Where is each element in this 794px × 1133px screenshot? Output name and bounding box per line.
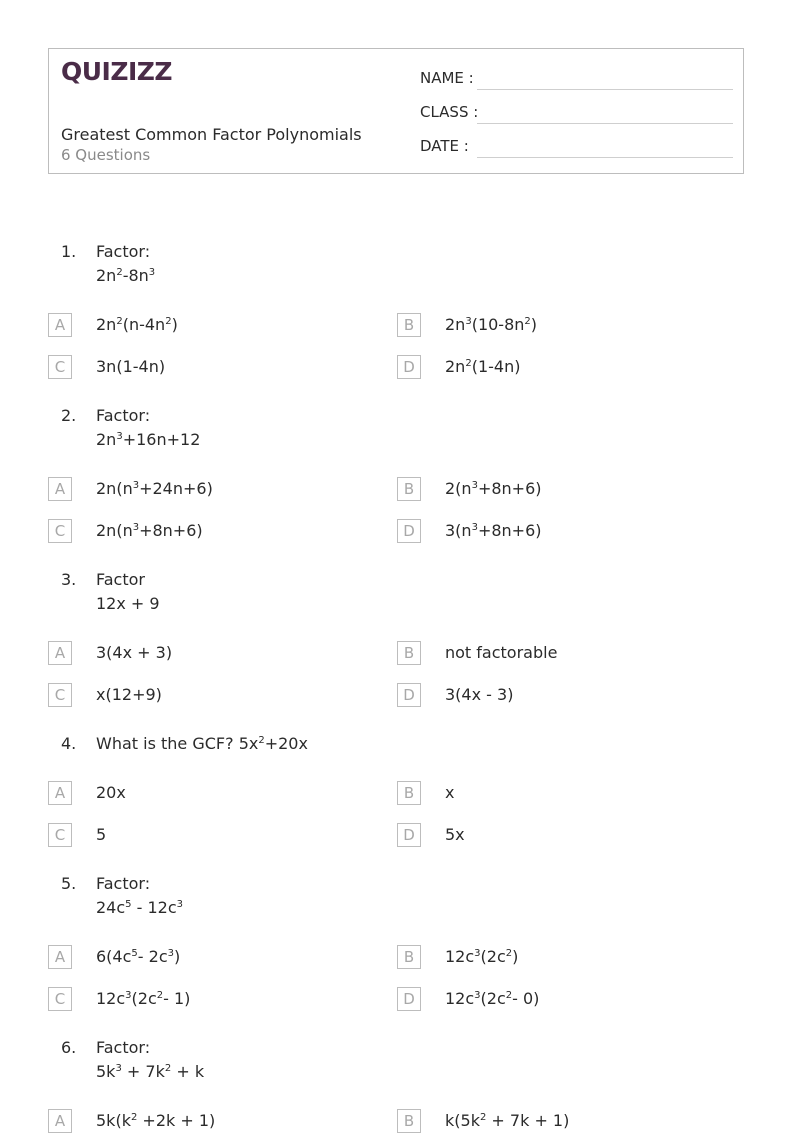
superscript: 2 <box>479 1112 487 1123</box>
text-run: not factorable <box>445 643 558 662</box>
superscript: 3 <box>167 948 174 959</box>
superscript: 2 <box>524 316 531 327</box>
text-run: (n-4n <box>122 315 166 334</box>
superscript: 3 <box>116 431 123 442</box>
option-c-box[interactable]: C <box>48 519 72 543</box>
text-run: (2c <box>480 989 506 1008</box>
text-run: 2n <box>96 315 117 334</box>
question-text <box>96 568 160 616</box>
text-run: +8n+6) <box>139 521 203 540</box>
text-run: + 7k + 1) <box>486 1111 570 1130</box>
text-run: 5k <box>96 1062 116 1081</box>
question-line <box>96 872 183 896</box>
question-line <box>96 240 155 264</box>
superscript: 3 <box>125 990 132 1001</box>
text-run: - 1) <box>163 989 191 1008</box>
text-run: - 0) <box>512 989 540 1008</box>
option-c-box[interactable]: C <box>48 355 72 379</box>
superscript: 2 <box>505 948 513 959</box>
text-run: 2n(n <box>96 521 133 540</box>
name-line <box>477 89 733 90</box>
superscript: 2 <box>116 316 123 327</box>
option-c-text <box>96 685 162 704</box>
text-run: Factor <box>96 570 145 589</box>
text-run: Factor: <box>96 406 151 425</box>
option-a-box[interactable]: A <box>48 1109 72 1133</box>
date-line <box>477 157 733 158</box>
quizizz-logo: QUIZIZZ <box>61 57 173 86</box>
text-run: 5 <box>96 825 107 844</box>
superscript: 3 <box>474 948 481 959</box>
text-run: (2c <box>131 989 157 1008</box>
option-b-box[interactable]: B <box>397 641 421 665</box>
text-run: 2n <box>96 430 117 449</box>
question-line <box>96 1036 204 1060</box>
superscript: 2 <box>164 1063 172 1074</box>
name-label: NAME : <box>420 69 474 87</box>
option-a-box[interactable]: A <box>48 945 72 969</box>
superscript: 5 <box>131 948 138 959</box>
option-b-text <box>445 643 557 662</box>
question-number: 4. <box>61 734 77 753</box>
option-c-box[interactable]: C <box>48 987 72 1011</box>
text-run: What is the GCF? 5x <box>96 734 259 753</box>
question-line <box>96 592 160 616</box>
text-run: 20x <box>96 783 126 802</box>
superscript: 2 <box>130 1112 138 1123</box>
option-b-text <box>445 1111 569 1130</box>
option-a-text <box>96 1111 215 1130</box>
option-a-text <box>96 479 213 498</box>
text-run: (10-8n <box>471 315 525 334</box>
question-number: 2. <box>61 406 77 425</box>
question-number: 6. <box>61 1038 77 1057</box>
question-text <box>96 872 183 920</box>
option-c-text <box>96 357 165 376</box>
text-run: 12c <box>445 947 475 966</box>
option-a-box[interactable]: A <box>48 313 72 337</box>
worksheet-header <box>48 48 744 174</box>
option-c-text <box>96 989 190 1008</box>
text-run: -8n <box>122 266 149 285</box>
superscript: 3 <box>465 316 472 327</box>
option-d-text <box>445 357 520 376</box>
option-c-text <box>96 521 203 540</box>
question-text <box>96 1036 204 1084</box>
option-d-text <box>445 521 542 540</box>
question-line <box>96 404 200 428</box>
superscript: 2 <box>465 358 472 369</box>
option-a-box[interactable]: A <box>48 477 72 501</box>
text-run: 3n(1-4n) <box>96 357 166 376</box>
option-c-box[interactable]: C <box>48 823 72 847</box>
question-line <box>96 896 183 920</box>
option-c-box[interactable]: C <box>48 683 72 707</box>
text-run: x <box>445 783 455 802</box>
text-run: + k <box>171 1062 205 1081</box>
question-line <box>96 1060 204 1084</box>
option-b-box[interactable]: B <box>397 1109 421 1133</box>
text-run: +8n+6) <box>477 521 542 540</box>
option-b-box[interactable]: B <box>397 781 421 805</box>
superscript: 2 <box>156 990 164 1001</box>
option-a-box[interactable]: A <box>48 781 72 805</box>
question-line <box>96 732 308 756</box>
superscript: 3 <box>471 522 478 533</box>
text-run: 5k(k <box>96 1111 131 1130</box>
superscript: 3 <box>471 480 478 491</box>
text-run: - 2c <box>137 947 168 966</box>
text-run: 2(n <box>445 479 472 498</box>
option-d-text <box>445 825 465 844</box>
text-run: + 7k <box>121 1062 165 1081</box>
superscript: 2 <box>165 316 172 327</box>
class-line <box>477 123 733 124</box>
text-run: 3(4x + 3) <box>96 643 173 662</box>
text-run: 6(4c <box>96 947 132 966</box>
text-run: Factor: <box>96 1038 151 1057</box>
superscript: 2 <box>116 267 123 278</box>
text-run: ) <box>512 947 519 966</box>
superscript: 3 <box>132 480 140 491</box>
question-line <box>96 428 200 452</box>
option-d-box[interactable]: D <box>397 519 421 543</box>
text-run: 3(n <box>445 521 472 540</box>
option-b-text <box>445 783 454 802</box>
question-text <box>96 732 308 756</box>
question-text <box>96 240 155 288</box>
text-run: ) <box>530 315 538 334</box>
option-a-text <box>96 643 172 662</box>
option-b-box[interactable]: B <box>397 477 421 501</box>
text-run: (1-4n) <box>471 357 521 376</box>
text-run: 12c <box>445 989 475 1008</box>
text-run: ) <box>171 315 178 334</box>
text-run: - 12c <box>131 898 177 917</box>
option-b-box[interactable]: B <box>397 313 421 337</box>
text-run: 12x + 9 <box>96 594 160 613</box>
question-count: 6 Questions <box>61 146 151 164</box>
class-label: CLASS : <box>420 103 479 121</box>
option-b-text <box>445 947 518 966</box>
option-a-text <box>96 783 126 802</box>
superscript: 3 <box>148 267 156 278</box>
option-d-box[interactable]: D <box>397 823 421 847</box>
option-b-box[interactable]: B <box>397 945 421 969</box>
option-d-text <box>445 685 513 704</box>
option-d-box[interactable]: D <box>397 355 421 379</box>
text-run: 2n <box>96 266 117 285</box>
text-run: 5x <box>445 825 465 844</box>
option-d-box[interactable]: D <box>397 683 421 707</box>
text-run: k(5k <box>445 1111 480 1130</box>
text-run: Factor: <box>96 242 151 261</box>
option-d-text <box>445 989 539 1008</box>
text-run: 2n(n <box>96 479 133 498</box>
question-line <box>96 568 160 592</box>
text-run: +2k + 1) <box>137 1111 216 1130</box>
text-run: ) <box>174 947 181 966</box>
text-run: +20x <box>264 734 308 753</box>
superscript: 3 <box>176 899 184 910</box>
option-c-text <box>96 825 106 844</box>
text-run: +24n+6) <box>139 479 213 498</box>
text-run: 12c <box>96 989 126 1008</box>
text-run: +16n+12 <box>122 430 201 449</box>
worksheet-title: Greatest Common Factor Polynomials <box>61 125 362 144</box>
text-run: 2n <box>445 357 466 376</box>
text-run: 24c <box>96 898 126 917</box>
question-number: 3. <box>61 570 77 589</box>
question-text <box>96 404 200 452</box>
text-run: 2n <box>445 315 466 334</box>
superscript: 5 <box>125 899 132 910</box>
text-run: 3(4x - 3) <box>445 685 514 704</box>
option-b-text <box>445 479 542 498</box>
text-run: +8n+6) <box>477 479 542 498</box>
text-run: Factor: <box>96 874 151 893</box>
superscript: 3 <box>115 1063 122 1074</box>
option-a-text <box>96 315 178 334</box>
option-d-box[interactable]: D <box>397 987 421 1011</box>
text-run: (2c <box>480 947 506 966</box>
question-number: 1. <box>61 242 77 261</box>
option-a-text <box>96 947 180 966</box>
option-b-text <box>445 315 537 334</box>
question-number: 5. <box>61 874 77 893</box>
superscript: 2 <box>258 735 265 746</box>
superscript: 3 <box>132 522 140 533</box>
text-run: x(12+9) <box>96 685 162 704</box>
option-a-box[interactable]: A <box>48 641 72 665</box>
superscript: 2 <box>505 990 513 1001</box>
date-label: DATE : <box>420 137 469 155</box>
superscript: 3 <box>474 990 481 1001</box>
question-line <box>96 264 155 288</box>
